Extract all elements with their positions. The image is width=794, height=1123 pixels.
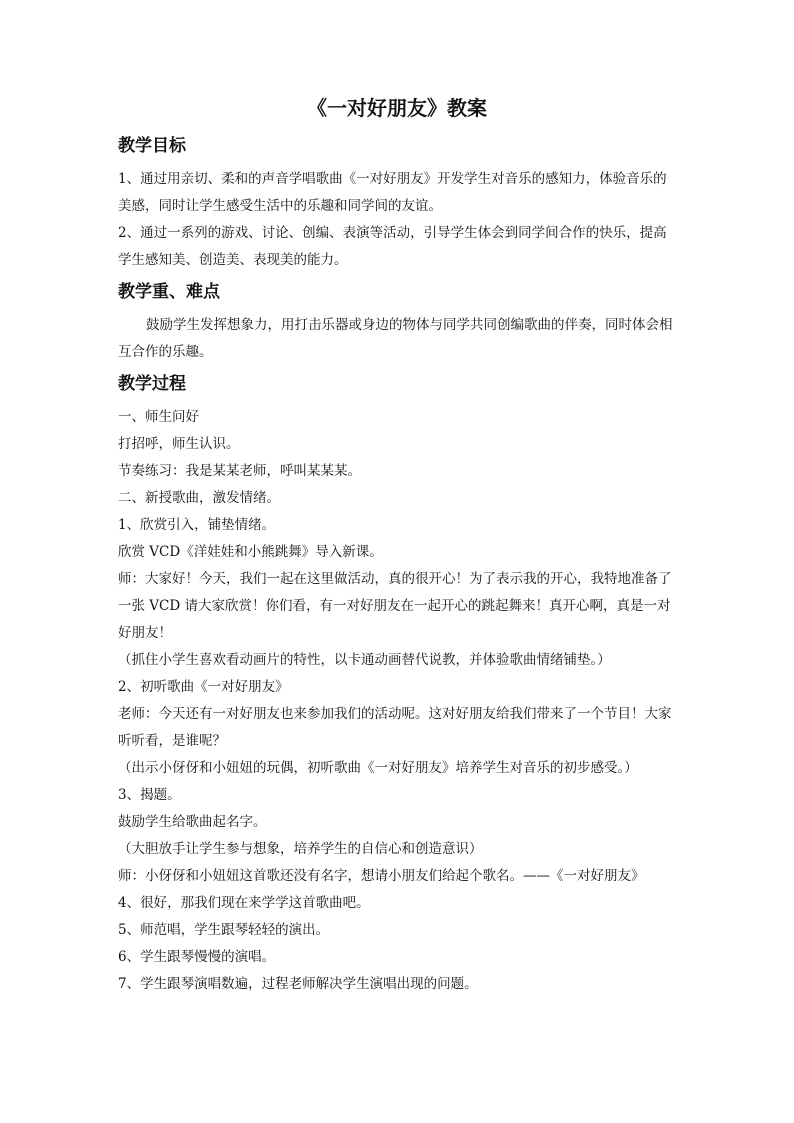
paragraph: （大胆放手让学生参与想象，培养学生的自信心和创造意识） xyxy=(118,841,483,857)
paragraph: 师：小伢伢和小妞妞这首歌还没有名字，想请小朋友们给起个歌名。——《一对好朋友》 xyxy=(118,868,645,884)
paragraph: 2、通过一系列的游戏、讨论、创编、表演等活动，引导学生体会到同学间合作的快乐，提高学生感知美、创造美、表现美的能力。 xyxy=(118,225,667,268)
paragraph: 师：大家好！今天，我们一起在这里做活动，真的很开心！为了表示我的开心，我特地准备了一张 VCD 请大家欣赏！你们看，有一对好朋友在一起开心的跳起舞来！真开心啊，真是一对好朋友！ xyxy=(118,571,672,641)
paragraph: 节奏练习：我是某某老师，呼叫某某某。 xyxy=(118,463,361,479)
paragraph: （抓住小学生喜欢看动画片的特性，以卡通动画替代说教，并体验歌曲情绪铺垫。） xyxy=(118,652,611,668)
section-key-points xyxy=(118,278,676,366)
paragraph: 2、初听歌曲《一对好朋友》 xyxy=(118,679,289,695)
paragraph: 4、很好，那我们现在来学学这首歌曲吧。 xyxy=(118,895,370,911)
paragraph: 鼓励学生给歌曲起名字。 xyxy=(118,814,267,830)
paragraph: 5、师范唱，学生跟琴轻轻的演出。 xyxy=(118,922,330,938)
paragraph: 3、揭题。 xyxy=(118,787,181,803)
paragraph: 老师：今天还有一对好朋友也来参加我们的活动呢。这对好朋友给我们带来了一个节目！大家听听看，是谁呢？ xyxy=(118,706,672,749)
paragraph: 6、学生跟琴慢慢的演唱。 xyxy=(118,949,276,965)
section-teaching-process xyxy=(118,370,676,998)
section-teaching-goals xyxy=(118,132,676,274)
paragraph: 欣赏 VCD《洋娃娃和小熊跳舞》导入新课。 xyxy=(118,544,383,560)
section-heading: 教学目标 xyxy=(118,136,186,156)
paragraph: 鼓励学生发挥想象力，用打击乐器或身边的物体与同学共同创编歌曲的伴奏，同时体会相互合作的乐趣。 xyxy=(118,317,673,360)
paragraph: （出示小伢伢和小妞妞的玩偶，初听歌曲《一对好朋友》培养学生对音乐的初步感受。） xyxy=(118,760,638,776)
paragraph: 打招呼，师生认识。 xyxy=(118,436,240,452)
paragraph: 1、通过用亲切、柔和的声音学唱歌曲《一对好朋友》开发学生对音乐的感知力，体验音乐的美感，同时让学生感受生活中的乐趣和同学间的友谊。 xyxy=(118,171,667,214)
document-title: 《一对好朋友》教案 xyxy=(307,96,487,120)
section-heading: 教学重、难点 xyxy=(118,282,220,302)
paragraph: 1、欣赏引入，铺垫情绪。 xyxy=(118,517,276,533)
paragraph: 一、师生问好 xyxy=(118,409,199,425)
paragraph: 7、学生跟琴演唱数遍，过程老师解决学生演唱出现的问题。 xyxy=(118,976,478,992)
section-heading: 教学过程 xyxy=(118,374,186,394)
paragraph: 二、新授歌曲，激发情绪。 xyxy=(118,490,280,506)
